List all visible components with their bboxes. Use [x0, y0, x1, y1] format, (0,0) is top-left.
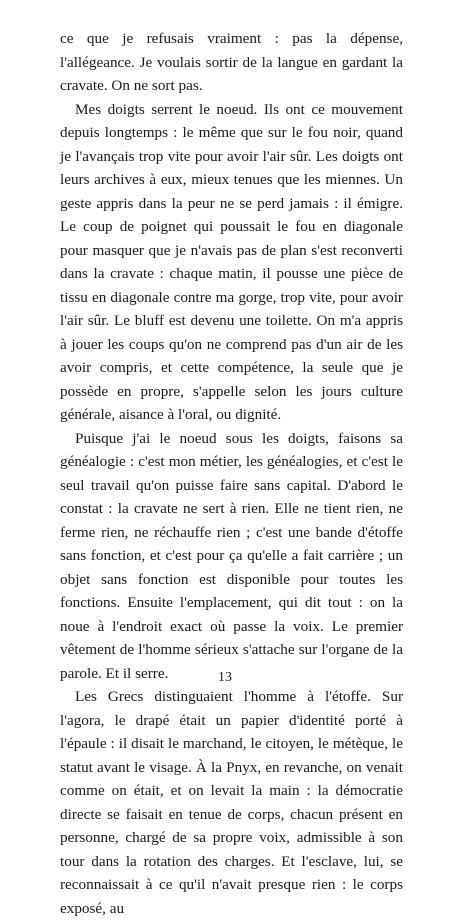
text-block: [60, 27, 403, 920]
paragraph-4: Les Grecs distinguaient l'homme à l'étoffe. Sur l'agora, le drapé était un papier d'identité porté à l'épaule : il disait le marchand, le citoyen, le métèque, le statut avant le visage. À la Pnyx, en revanche, on venait comme on était, et on levait la main : la démocratie directe se faisait en tenue de corps, chacun présent en personne, chargé de sa propre voix, admissible à son tour dans la rotation des charges. Et l'esclave, lui, se reconnaissait à ce qu'il n'avait presque rien : le corps exposé, au: [60, 688, 403, 917]
page-number: 13: [218, 670, 232, 685]
paragraph-1: ce que je refusais vraiment : pas la dépense, l'allégeance. Je voulais sortir de la langue en gardant la cravate. On ne sort pas.: [60, 30, 403, 94]
paragraph-3: Puisque j'ai le noeud sous les doigts, faisons sa généalogie : c'est mon métier, les généalogies, et c'est le seul travail qu'on puisse faire sans capital. D'abord le constat : la cravate ne sert à rien. Elle ne tient rien, ne ferme rien, ne réchauffe rien ; c'est une bande d'étoffe sans fonction, et c'est pour ça qu'elle a fait carrière ; un objet sans fonction est disponible pour toutes les fonctions. Ensuite l'emplacement, qui dit tout : on la noue à l'endroit exact où passe la voix. Le premier vêtement de l'homme sérieux s'attache sur l'organe de la parole. Et il serre.: [60, 429, 403, 682]
paragraph-2: Mes doigts serrent le noeud. Ils ont ce mouvement depuis longtemps : le même que sur le fou noir, quand je l'avançais trop vite pour avoir l'air sûr. Les doigts ont leurs archives à eux, mieux tenues que les miennes. Un geste appris dans la peur ne se perd jamais : il émigre. Le coup de poignet qui poussait le fou en diagonale pour masquer que je n'avais pas de plan s'est reconverti dans la cravate : chaque matin, il pousse une pièce de tissu en diagonale contre ma gorge, trop vite, pour avoir l'air sûr. Le bluff est devenu une toilette. On m'a appris à jouer les coups qu'on ne comprend pas d'un air de les avoir compris, et cette compétence, la seule que je possède en propre, s'appelle selon les jours culture générale, aisance à l'oral, ou dignité.: [60, 100, 403, 423]
